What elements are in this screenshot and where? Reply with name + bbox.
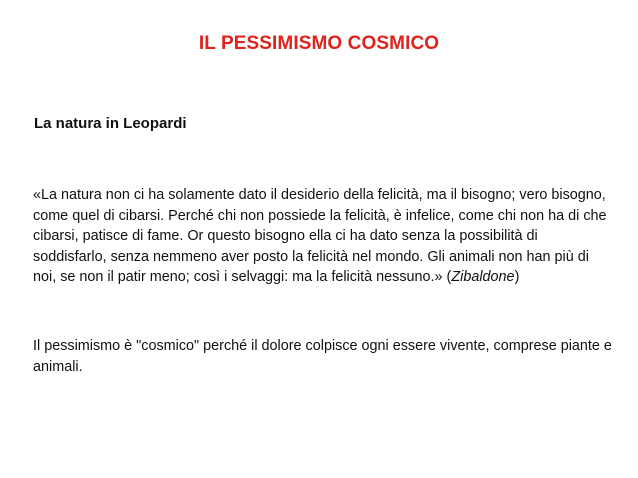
quote-text: «La natura non ci ha solamente dato il desiderio della felicità, ma il bisogno; vero bisogno, come quel di cibarsi. Perché chi non possiede la felicità, è infelice, come chi non ha di che cibarsi, patisce di fame. Or questo bisogno ella ci ha dato senza la possibilità di soddisfarlo, senza nemmeno aver posto la felicità nel mondo. Gli animali non han più di noi, se non il patir meno; così i selvaggi: ma la felicità nessuno.»	[33, 187, 607, 286]
slide-title: IL PESSIMISMO COSMICO	[198, 33, 440, 54]
quote-source-open: (	[442, 269, 452, 286]
quote-paragraph	[33, 185, 613, 288]
note-paragraph: Il pessimismo è "cosmico" perché il dolore colpisce ogni essere vivente, comprese piante e animali.	[33, 338, 612, 375]
quote-source-close: )	[514, 269, 520, 286]
quote-source: Zibaldone	[451, 269, 515, 286]
slide-subtitle: La natura in Leopardi	[34, 115, 187, 132]
